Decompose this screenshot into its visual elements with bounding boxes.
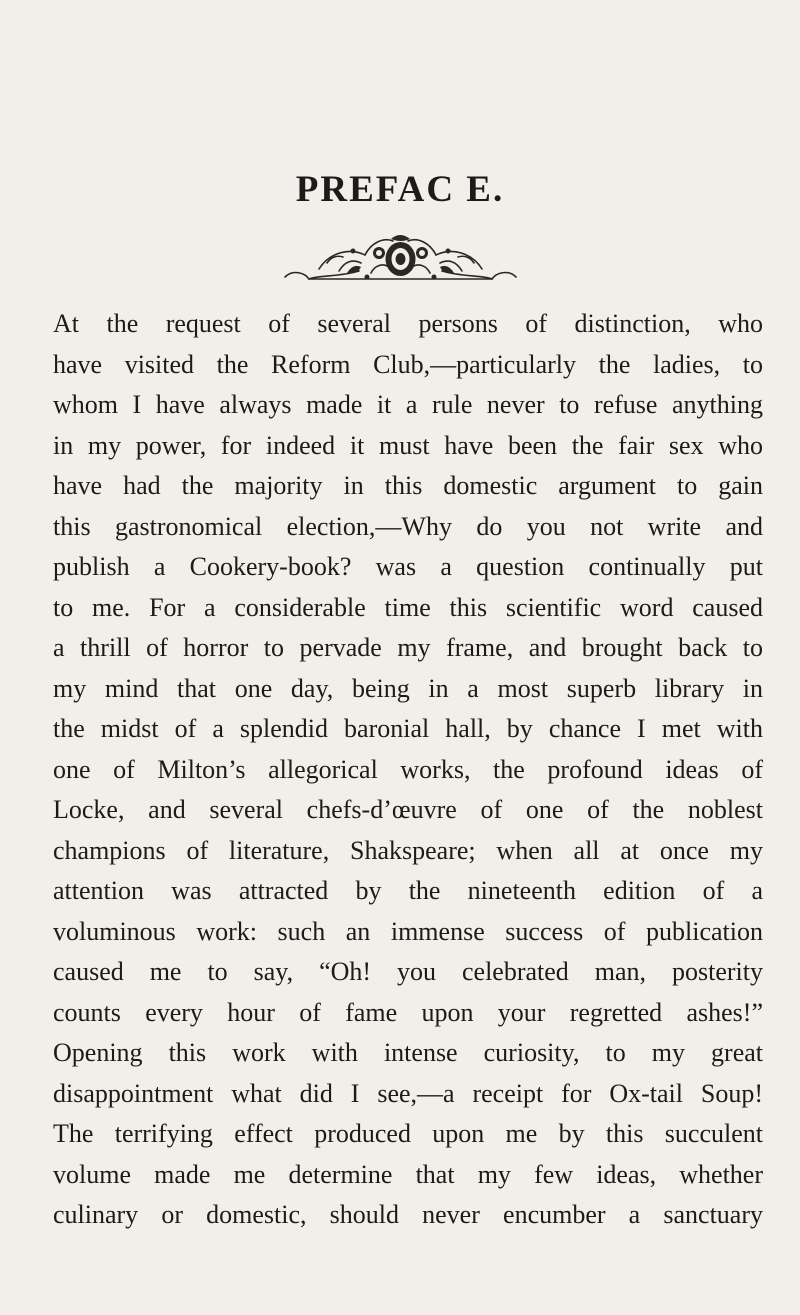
text-line: have had the majority in this domestic argument to gain xyxy=(53,471,763,500)
text-line: my mind that one day, being in a most superb library in xyxy=(53,673,763,703)
text-line: have visited the Reform Club,—particularly the ladies, to xyxy=(53,349,763,379)
text-line: caused me to say, “Oh! you celebrated man, posterity xyxy=(53,957,763,986)
page-title: PREFAC E. xyxy=(295,169,505,210)
text-line: Opening this work with intense curiosity, to my great xyxy=(53,1038,763,1067)
text-line: to me. For a considerable time this scientific word caused xyxy=(53,592,763,622)
text-line: publish a Cookery-book? was a question continually put xyxy=(53,552,763,581)
text-line: volume made me determine that my few ideas, whether xyxy=(53,1159,763,1189)
text-line: whom I have always made it a rule never to refuse anything xyxy=(53,390,763,419)
text-line: The terrifying effect produced upon me by this succulent xyxy=(53,1119,763,1148)
text-line: culinary or domestic, should never encumber a sanctuary xyxy=(53,1200,763,1229)
text-line: the midst of a splendid baronial hall, by chance I met with xyxy=(53,714,763,743)
text-line: counts every hour of fame upon your regretted ashes!” xyxy=(53,997,763,1027)
text-line: in my power, for indeed it must have been the fair sex who xyxy=(53,430,763,460)
text-line: voluminous work: such an immense success of publication xyxy=(53,916,763,946)
text-line: a thrill of horror to pervade my frame, and brought back to xyxy=(53,633,763,662)
text-line: one of Milton’s allegorical works, the profound ideas of xyxy=(53,754,763,784)
text-line: attention was attracted by the nineteenth edition of a xyxy=(53,876,763,905)
text-line: champions of literature, Shakspeare; when all at once my xyxy=(53,835,763,865)
text-line: At the request of several persons of distinction, who xyxy=(53,309,763,338)
text-line: this gastronomical election,—Why do you not write and xyxy=(53,511,763,541)
text-line: disappointment what did I see,—a receipt for Ox-tail Soup! xyxy=(53,1078,763,1108)
preface-body xyxy=(53,304,763,1236)
ornament-icon xyxy=(279,233,522,285)
text-line: Locke, and several chefs-d’œuvre of one of the noblest xyxy=(53,795,763,824)
